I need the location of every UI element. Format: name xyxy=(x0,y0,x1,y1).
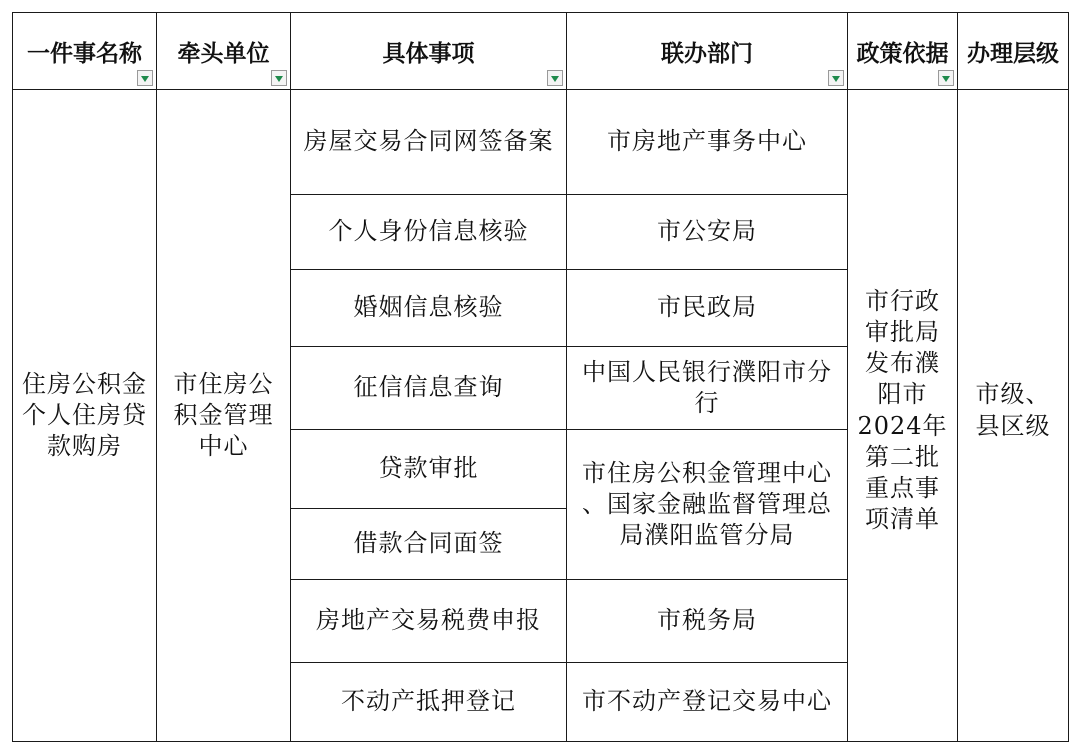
level-text: 市级、 县区级 xyxy=(975,380,1051,440)
header-policy xyxy=(847,12,958,90)
header-policy-label: 政策依据 xyxy=(856,41,949,67)
lead-unit-text: 市住房公 积金管理 中心 xyxy=(173,369,274,461)
filter-dropdown-icon[interactable] xyxy=(137,70,153,86)
item-text: 借款合同面签 xyxy=(353,529,504,558)
dept-row xyxy=(566,346,848,430)
header-name xyxy=(12,12,157,90)
item-row xyxy=(290,579,567,663)
cell-policy-basis xyxy=(847,89,958,742)
item-text: 个人身份信息核验 xyxy=(328,217,529,246)
item-row xyxy=(290,269,567,347)
cell-matter-name xyxy=(12,89,157,742)
filter-dropdown-icon[interactable] xyxy=(828,70,844,86)
header-lead xyxy=(156,12,291,90)
header-item-label: 具体事项 xyxy=(382,41,475,67)
dept-text: 市税务局 xyxy=(657,606,757,635)
dept-row xyxy=(566,89,848,195)
item-text: 贷款审批 xyxy=(378,454,479,483)
filter-dropdown-icon[interactable] xyxy=(547,70,563,86)
header-level-label: 办理层级 xyxy=(967,41,1059,67)
item-text: 征信信息查询 xyxy=(353,373,504,402)
filter-dropdown-icon[interactable] xyxy=(271,70,287,86)
cell-level xyxy=(957,89,1069,742)
header-lead-label: 牵头单位 xyxy=(177,41,270,67)
header-item xyxy=(290,12,567,90)
header-dept xyxy=(566,12,848,90)
dept-text: 市不动产登记交易中心 xyxy=(582,687,832,716)
item-row xyxy=(290,89,567,195)
item-text: 不动产抵押登记 xyxy=(341,687,516,716)
dept-text: 中国人民银行濮阳市分 行 xyxy=(582,357,832,417)
header-name-label: 一件事名称 xyxy=(27,41,142,67)
dept-row xyxy=(566,579,848,663)
dept-text: 市民政局 xyxy=(657,293,757,322)
dept-text: 市公安局 xyxy=(657,217,757,246)
dept-row xyxy=(566,662,848,742)
item-text: 房屋交易合同网签备案 xyxy=(303,127,554,156)
item-row xyxy=(290,508,567,580)
header-level xyxy=(957,12,1069,90)
item-row xyxy=(290,194,567,270)
dept-row xyxy=(566,194,848,270)
item-text: 婚姻信息核验 xyxy=(353,293,504,322)
item-row xyxy=(290,346,567,430)
matter-name-text: 住房公积金 个人住房贷 款购房 xyxy=(22,369,147,461)
dept-row xyxy=(566,269,848,347)
cell-lead-unit xyxy=(156,89,291,742)
header-dept-label: 联办部门 xyxy=(661,41,753,67)
dept-text: 市房地产事务中心 xyxy=(607,127,807,156)
dept-text: 市住房公积金管理中心 、国家金融监督管理总 局濮阳监管分局 xyxy=(582,458,832,550)
filter-dropdown-icon[interactable] xyxy=(938,70,954,86)
item-text: 房地产交易税费申报 xyxy=(316,606,541,635)
item-row xyxy=(290,429,567,509)
item-row xyxy=(290,662,567,742)
policy-basis-text: 市行政 审批局 发布濮 阳市 2024年 第二批 重点事 项清单 xyxy=(857,286,948,534)
dept-row xyxy=(566,429,848,580)
